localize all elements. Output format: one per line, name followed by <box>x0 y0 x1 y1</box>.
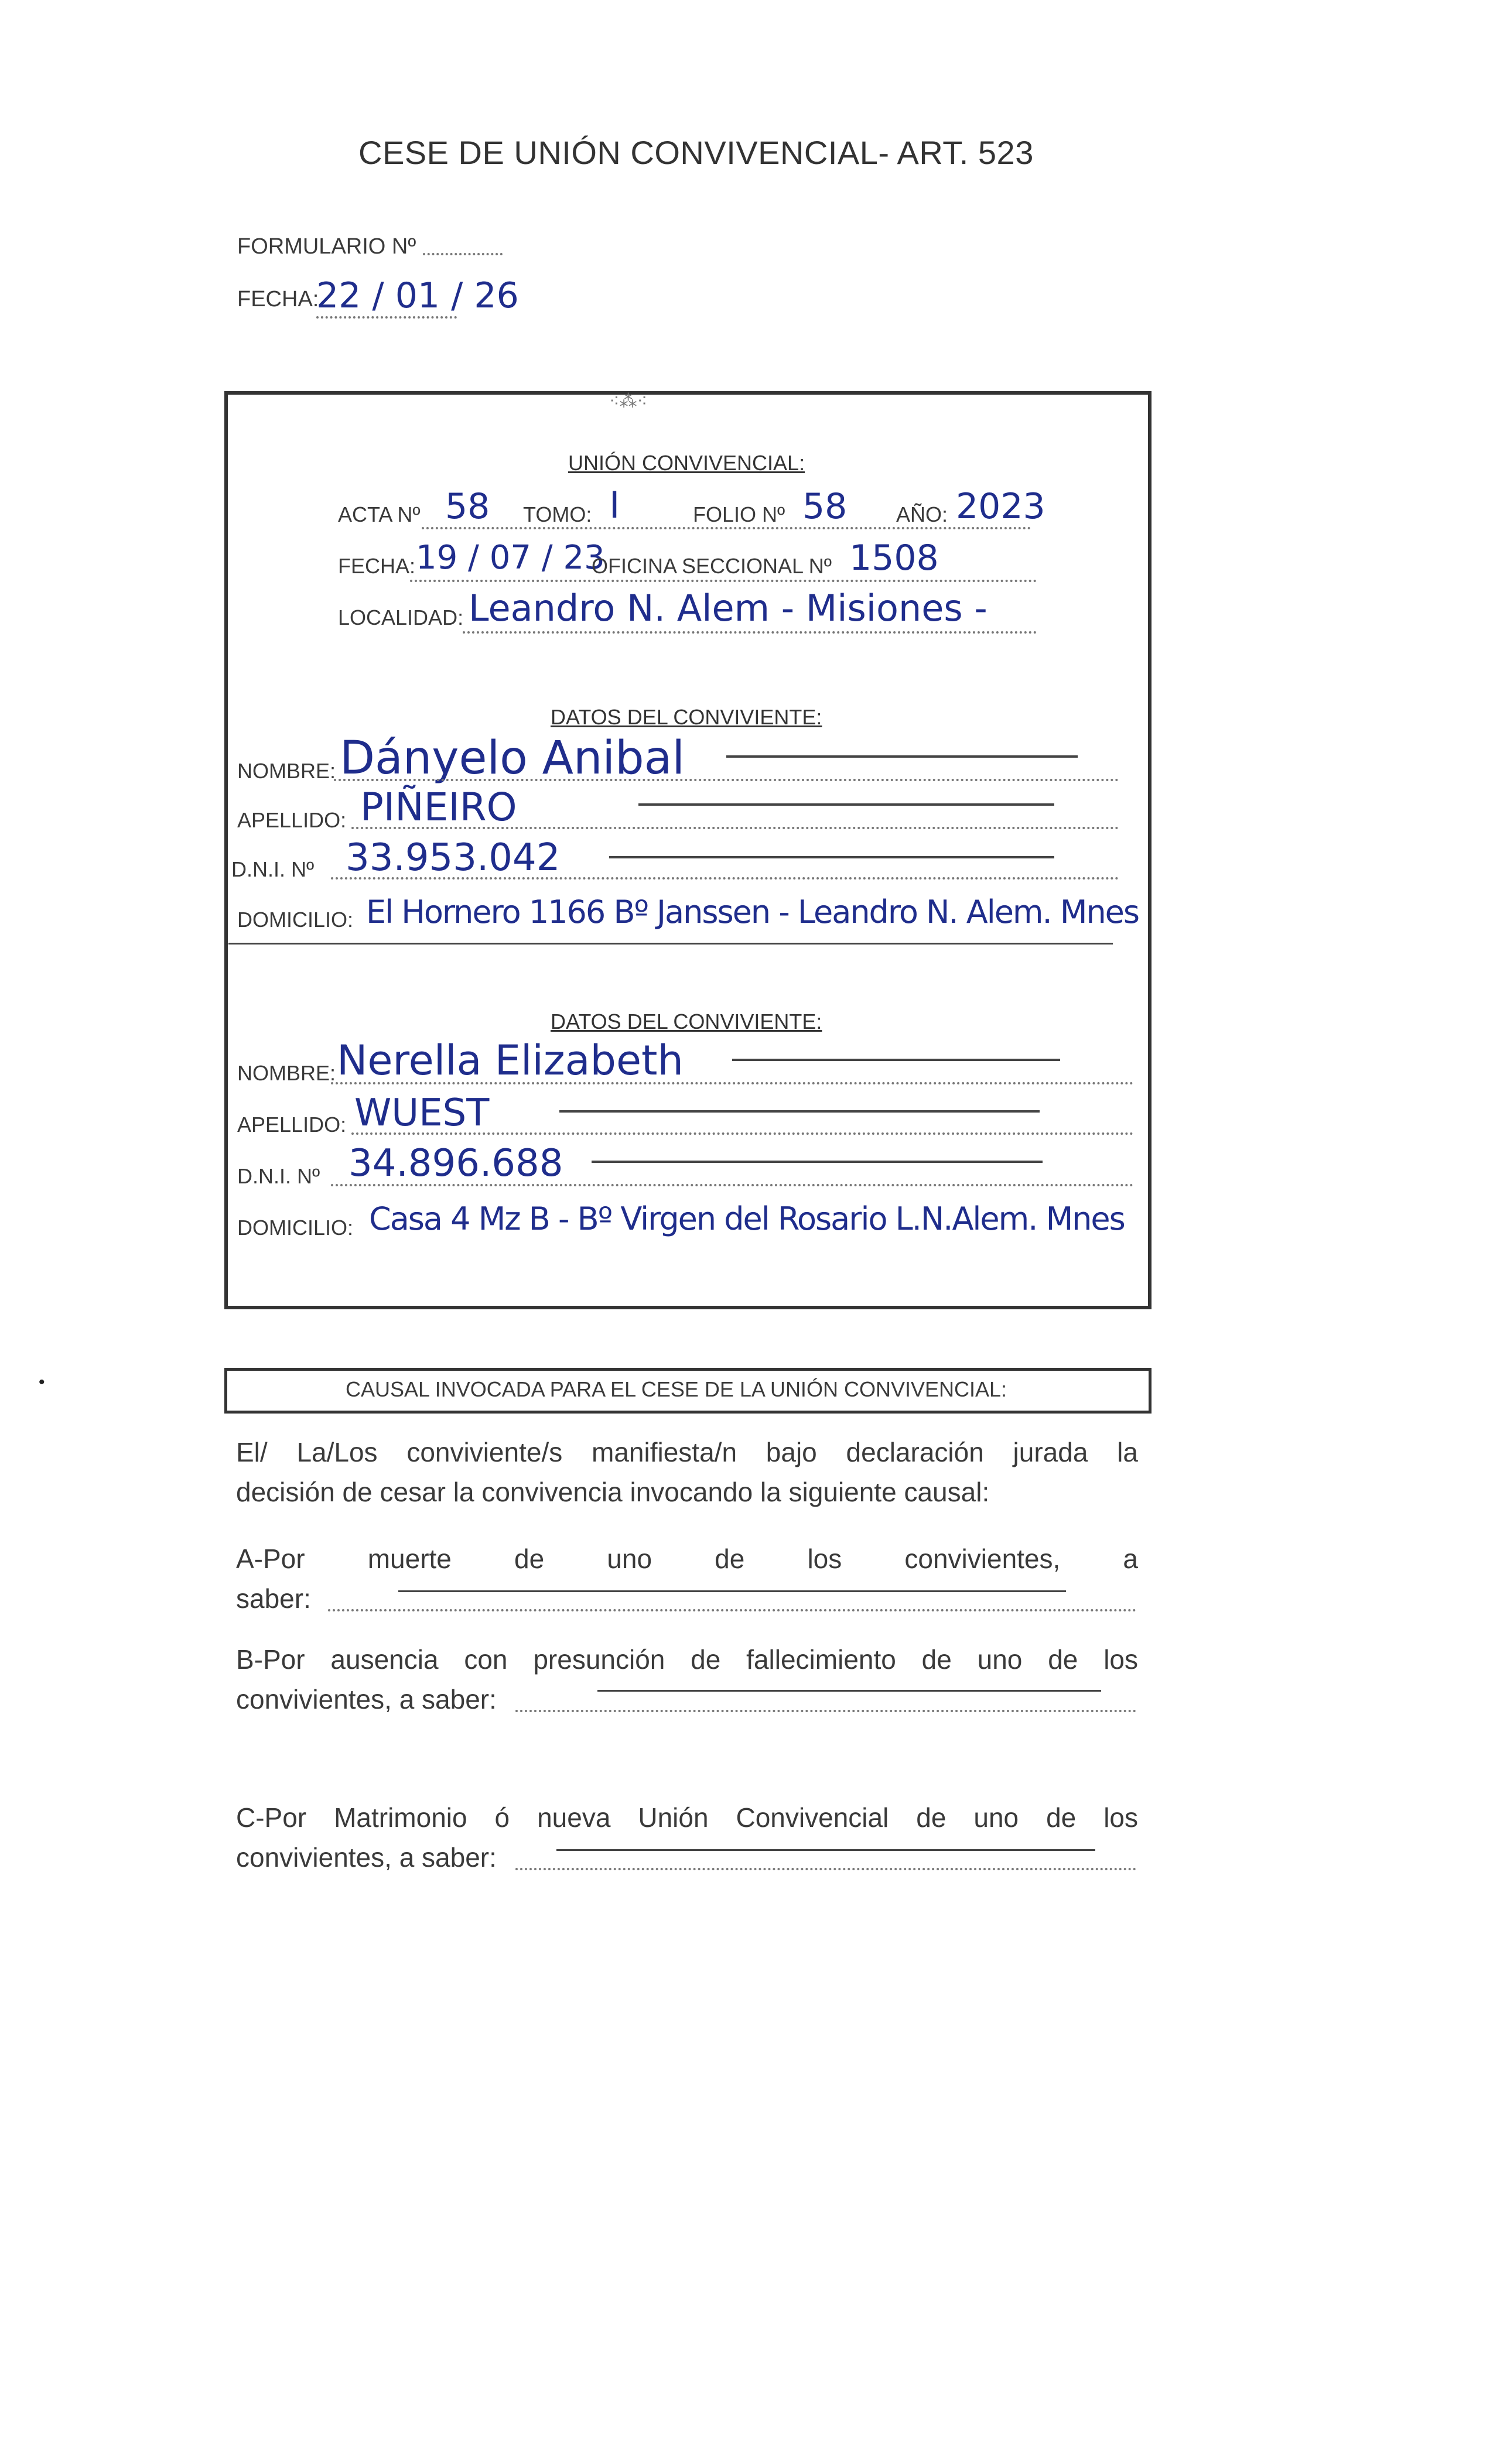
causal-b-dots <box>515 1710 1136 1712</box>
fecha-row-dots <box>410 580 1037 582</box>
folio-label: FOLIO Nº <box>693 502 785 526</box>
causal-a-dots <box>328 1609 1136 1611</box>
causal-intro-line1: El/ La/Los conviviente/s manifiesta/n bajo declaración jurada la <box>236 1437 1138 1467</box>
fecha-label: FECHA: <box>237 287 319 312</box>
conviviente2-heading: DATOS DEL CONVIVIENTE: <box>551 1009 822 1033</box>
formulario-label: FORMULARIO Nº <box>237 234 416 259</box>
c2-apellido-strike <box>559 1110 1040 1113</box>
c1-apellido-strike <box>638 803 1054 806</box>
c2-apellido-dots <box>351 1132 1133 1135</box>
c1-nombre-dots <box>334 779 1119 781</box>
page-title: CESE DE UNIÓN CONVIVENCIAL- ART. 523 <box>358 134 1034 171</box>
c1-domicilio-value[interactable]: El Hornero 1166 Bº Janssen - Leandro N. Alem. Mnes <box>366 894 1139 930</box>
c1-nombre-value[interactable]: Dányelo Anibal <box>340 732 685 785</box>
causal-b-line2: convivientes, a saber: <box>236 1684 497 1714</box>
union-fecha-value[interactable]: 19 / 07 / 23 <box>416 539 605 577</box>
c1-bottom-rule <box>228 943 1113 944</box>
c2-nombre-dots <box>331 1082 1133 1084</box>
causal-intro-line2: decisión de cesar la convivencia invocando la siguiente causal: <box>236 1477 990 1507</box>
c2-apellido-label: APELLIDO: <box>237 1113 347 1137</box>
causal-b-strike <box>597 1690 1101 1692</box>
c1-apellido-dots <box>351 827 1119 829</box>
anio-value[interactable]: 2023 <box>956 486 1045 527</box>
fecha-value[interactable]: 22 / 01 / 26 <box>316 275 519 316</box>
oficina-value[interactable]: 1508 <box>849 538 939 579</box>
causal-a-strike <box>398 1590 1066 1592</box>
c1-nombre-strike <box>726 755 1078 758</box>
c1-apellido-label: APELLIDO: <box>237 808 347 832</box>
localidad-value[interactable]: Leandro N. Alem - Misiones - <box>469 587 988 629</box>
c2-dni-dots <box>331 1184 1133 1186</box>
causal-c-line2: convivientes, a saber: <box>236 1842 497 1873</box>
acta-label: ACTA Nº <box>338 502 421 526</box>
tomo-value[interactable]: I <box>609 484 620 526</box>
causal-a-line1[interactable]: A-Por muerte de uno de los convivientes, a <box>236 1544 1138 1574</box>
c2-domicilio-value[interactable]: Casa 4 Mz B - Bº Virgen del Rosario L.N.Alem. Mnes <box>369 1200 1125 1237</box>
anio-label: AÑO: <box>896 502 948 526</box>
c2-nombre-label: NOMBRE: <box>237 1061 336 1085</box>
folio-value[interactable]: 58 <box>802 486 848 527</box>
c1-dni-label: D.N.I. Nº <box>231 857 315 881</box>
fecha-field <box>316 316 457 319</box>
c1-domicilio-label: DOMICILIO: <box>237 908 354 932</box>
c2-apellido-value[interactable]: WUEST <box>354 1091 490 1135</box>
c2-dni-strike <box>592 1161 1043 1163</box>
oficina-label: OFICINA SECCIONAL Nº <box>592 554 832 578</box>
c2-domicilio-label: DOMICILIO: <box>237 1216 354 1240</box>
causal-c-strike <box>556 1849 1095 1851</box>
formulario-field[interactable] <box>423 253 503 255</box>
scan-mark: • <box>39 1373 45 1392</box>
localidad-row-dots <box>463 631 1037 634</box>
union-fecha-label: FECHA: <box>338 554 416 578</box>
c1-dni-dots <box>331 877 1119 879</box>
c1-nombre-label: NOMBRE: <box>237 759 336 783</box>
stamp-mark: ⁖⁂⁖ <box>609 392 648 411</box>
c2-dni-label: D.N.I. Nº <box>237 1164 320 1188</box>
c1-apellido-value[interactable]: PIÑEIRO <box>360 785 517 830</box>
acta-value[interactable]: 58 <box>445 486 490 527</box>
localidad-label: LOCALIDAD: <box>338 605 464 629</box>
causal-a-line2: saber: <box>236 1583 311 1614</box>
causal-b-line1[interactable]: B-Por ausencia con presunción de fallecimiento de uno de los <box>236 1644 1138 1675</box>
c2-dni-value[interactable]: 34.896.688 <box>348 1142 563 1185</box>
union-heading: UNIÓN CONVIVENCIAL: <box>568 451 805 475</box>
c2-nombre-strike <box>732 1059 1060 1061</box>
c1-dni-value[interactable]: 33.953.042 <box>346 836 561 879</box>
tomo-label: TOMO: <box>523 502 592 526</box>
c2-nombre-value[interactable]: Nerella Elizabeth <box>337 1036 684 1084</box>
c1-dni-strike <box>609 856 1054 858</box>
causal-c-line1[interactable]: C-Por Matrimonio ó nueva Unión Convivencial de uno de los <box>236 1802 1138 1833</box>
conviviente1-heading: DATOS DEL CONVIVIENTE: <box>551 705 822 729</box>
causal-c-dots <box>515 1868 1136 1870</box>
causal-heading: CAUSAL INVOCADA PARA EL CESE DE LA UNIÓN CONVIVENCIAL: <box>346 1377 1007 1401</box>
acta-row-dots <box>422 527 1031 529</box>
